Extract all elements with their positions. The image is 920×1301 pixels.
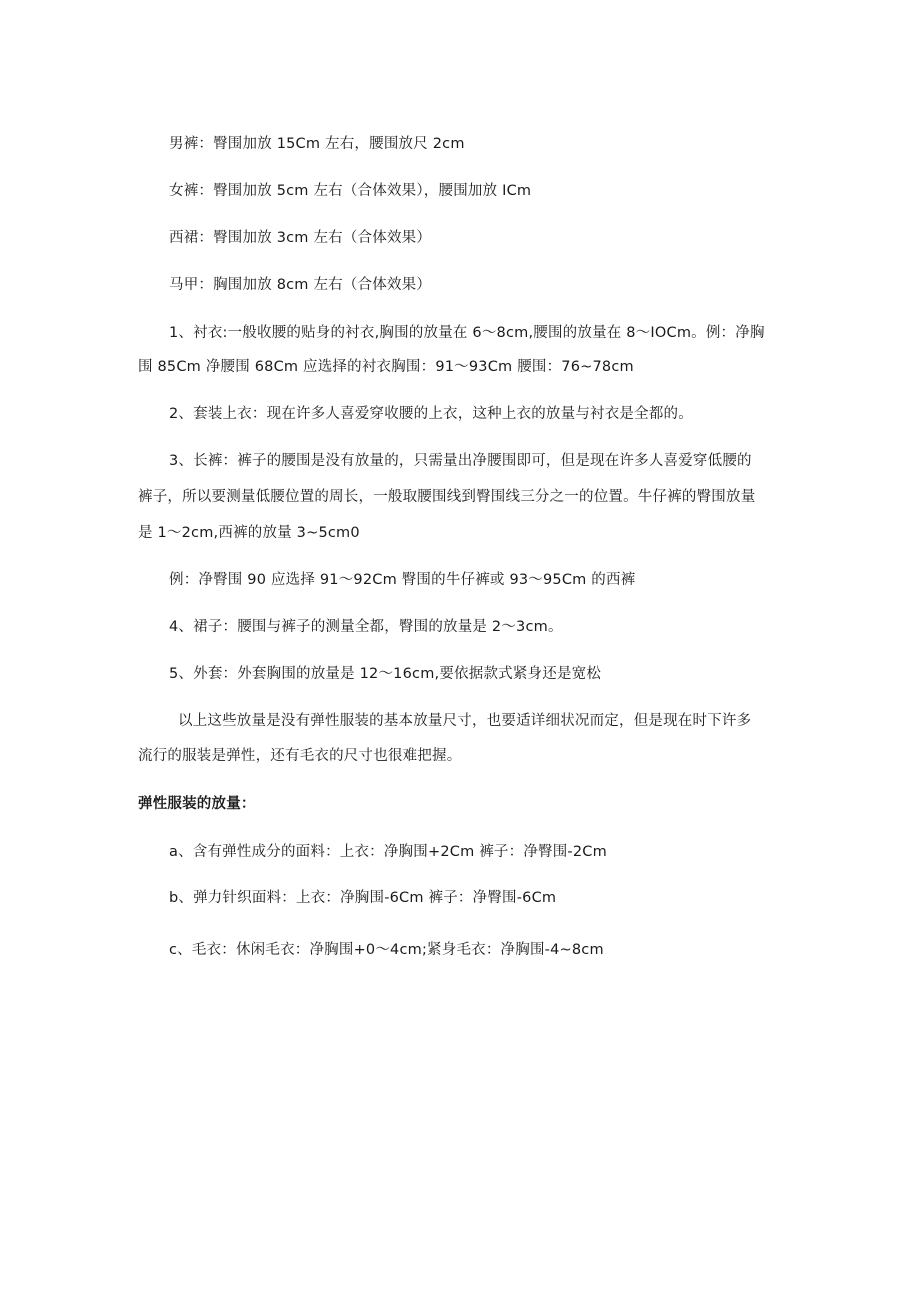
elastic-item-b: b、弹力针织面料：上衣：净胸围-6Cm 裤子：净臀围-6Cm	[169, 890, 557, 906]
elastic-item-c: c、毛衣：休闲毛衣：净胸围+0～4cm;紧身毛衣：净胸围-4~8cm	[169, 942, 604, 958]
allowance-skirt: 西裙：臀围加放 3cm 左右（合体效果）	[169, 230, 432, 246]
item-trousers-line1: 3、长裤：裤子的腰围是没有放量的，只需量出净腰围即可，但是现在许多人喜爱穿低腰的	[169, 453, 752, 469]
item-coat: 5、外套：外套胸围的放量是 12～16cm,要依据款式紧身还是宽松	[169, 666, 602, 682]
item-trousers-line2: 裤子，所以要测量低腰位置的周长，一般取腰围线到臀围线三分之一的位置。牛仔裤的臀围放量	[138, 489, 756, 505]
allowance-vest: 马甲：胸围加放 8cm 左右（合体效果）	[169, 277, 432, 293]
summary-line2: 流行的服装是弹性，还有毛衣的尺寸也很难把握。	[138, 748, 462, 764]
elastic-heading: 弹性服装的放量：	[138, 796, 256, 812]
elastic-item-a: a、含有弹性成分的面料：上衣：净胸围+2Cm 裤子：净臀围-2Cm	[169, 844, 607, 860]
item-trousers-line3: 是 1～2cm,西裤的放量 3~5cm0	[138, 525, 360, 541]
example-line: 例：净臀围 90 应选择 91～92Cm 臀围的牛仔裤或 93～95Cm 的西裤	[169, 572, 636, 588]
item-shirt-line2: 围 85Cm 净腰围 68Cm 应选择的衬衣胸围：91～93Cm 腰围：76~78cm	[138, 359, 634, 375]
item-suit-jacket: 2、套装上衣：现在许多人喜爱穿收腰的上衣，这种上衣的放量与衬衣是全都的。	[169, 406, 693, 422]
allowance-women-trousers: 女裤：臀围加放 5cm 左右（合体效果），腰围加放 ICm	[169, 183, 532, 199]
allowance-men-trousers: 男裤：臀围加放 15Cm 左右，腰围放尺 2cm	[169, 136, 465, 152]
item-shirt-line1: 1、衬衣:一般收腰的贴身的衬衣,胸围的放量在 6～8cm,腰围的放量在 8～IOCm。例：净胸	[169, 325, 765, 341]
item-skirt: 4、裙子：腰围与裤子的测量全都，臀围的放量是 2～3cm。	[169, 619, 563, 635]
summary-line1: 以上这些放量是没有弹性服装的基本放量尺寸，也要适详细状况而定，但是现在时下许多	[178, 713, 752, 729]
